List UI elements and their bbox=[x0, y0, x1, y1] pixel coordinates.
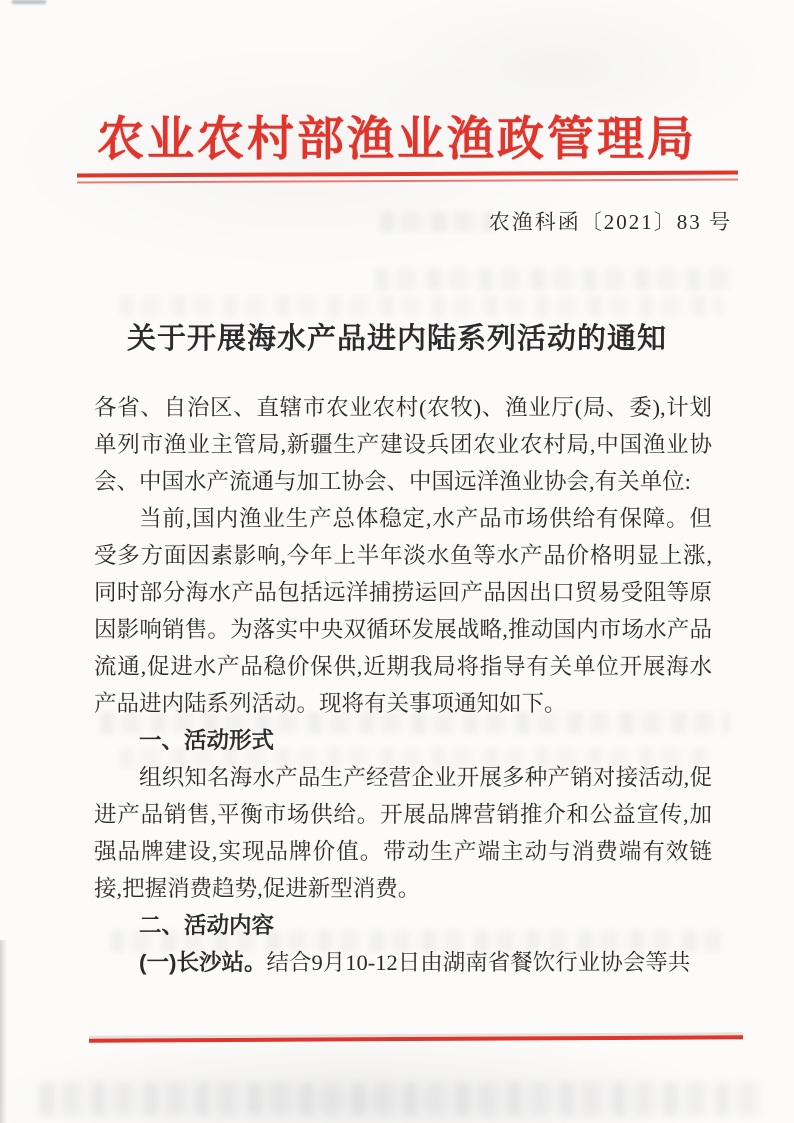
item-1-text: 结合9月10-12日由湖南省餐饮行业协会等共 bbox=[266, 950, 691, 975]
page-edge-shadow bbox=[0, 940, 7, 1123]
bleed-through-artifact bbox=[380, 212, 494, 232]
bleed-through-artifact bbox=[375, 268, 734, 290]
letterhead-agency-name: 农业农村部渔业渔政管理局 bbox=[97, 114, 697, 166]
doc-number: 农渔科函〔2021〕83 号 bbox=[488, 210, 732, 234]
intro-paragraph: 当前,国内渔业生产总体稳定,水产品市场供给有保障。但受多方面因素影响,今年上半年淡水鱼等水产品价格明显上涨,同时部分海水产品包括远洋捕捞运回产品因出口贸易受阻等原因影响销售。为落实中央双循环发展战略,推动国内市场水产品流通,促进水产品稳价保供,近期我局将指导有关单位开展海水产品进内陆系列活动。现将有关事项通知如下。 bbox=[94, 506, 712, 716]
letterhead-rule-thin bbox=[77, 179, 738, 184]
footer-rule bbox=[89, 1035, 743, 1042]
bleed-through-artifact bbox=[120, 296, 724, 316]
letterhead-double-rule bbox=[77, 171, 738, 184]
section-2-item-1 bbox=[94, 944, 712, 981]
item-1-label: (一)长沙站。 bbox=[139, 950, 267, 975]
section-1-heading: 一、活动形式 bbox=[139, 728, 275, 753]
scan-edge-speck bbox=[12, 0, 46, 4]
notice-title: 关于开展海水产品进内陆系列活动的通知 bbox=[126, 323, 667, 355]
letterhead-rule-thick bbox=[77, 171, 738, 178]
bleed-through-artifact bbox=[40, 1082, 764, 1116]
notice-body bbox=[94, 389, 712, 981]
salutation-paragraph: 各省、自治区、直辖市农业农村(农牧)、渔业厅(局、委),计划单列市渔业主管局,新疆生产建设兵团农业农村局,中国渔业协会、中国水产流通与加工协会、中国远洋渔业协会,有关单位: bbox=[94, 395, 712, 494]
section-2-heading: 二、活动内容 bbox=[139, 913, 275, 938]
section-1-paragraph: 组织知名海水产品生产经营企业开展多种产销对接活动,促进产品销售,平衡市场供给。开展品牌营销推介和公益宣传,加强品牌建设,实现品牌价值。带动生产端主动与消费端有效链接,把握消费趋势,促进新型消费。 bbox=[94, 765, 712, 901]
